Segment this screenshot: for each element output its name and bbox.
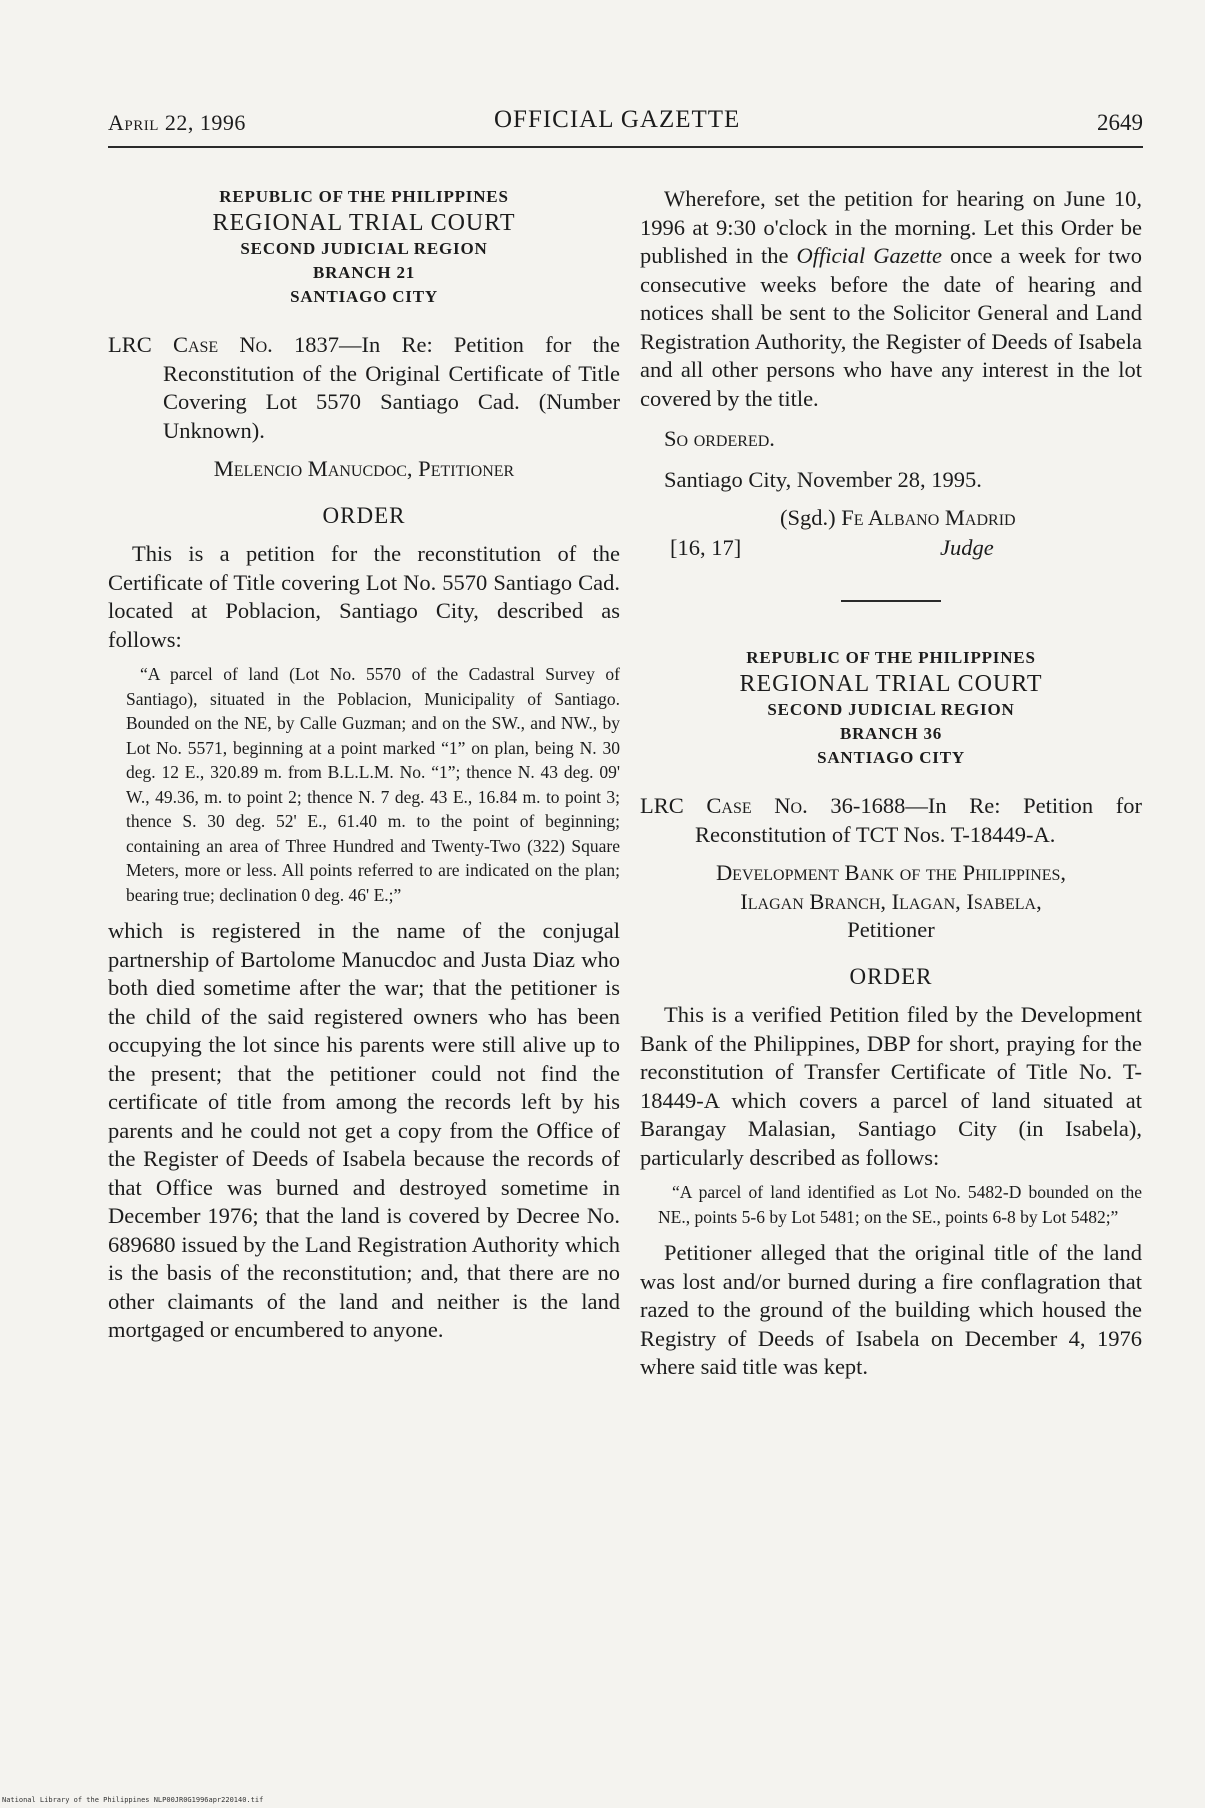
- order-heading: ORDER: [322, 502, 406, 528]
- republic-line: REPUBLIC OF THE PHILIPPINES: [219, 187, 509, 206]
- land-description-quote: “A parcel of land (Lot No. 5570 of the Cadastral Survey of Santiago), situated in the Poblacion, Municipality of Santiago. Bounded on the NE, by Calle Guzman; and on the SW., and NW., by Lot No. 5571, beginning at a point marked “1” on plan, being N. 30 deg. 12 E., 320.89 m. from B.L.L.M. No. “1”; thence N. 43 deg. 09' W., 49.36, m. to point 2; thence N. 7 deg. 43 E., 16.84 m. to point 3; thence S. 30 deg. 52' E., 61.40 m. to the point of beginning; containing an area of Three Hundred and Twenty-Two (322) Square Meters, more or less. All points referred to are indicated on the plan; bearing true; declination 0 deg. 46' E.;”: [126, 664, 620, 905]
- case-description-2: —In Re: Petition for Reconstitution of TCT Nos. T-18449-A.: [695, 793, 1142, 847]
- judge-title: Judge: [940, 535, 994, 560]
- region-line-2: SECOND JUDICIAL REGION: [767, 700, 1015, 719]
- petitioner-2-line1: Development Bank of the Philippines,: [715, 860, 1067, 885]
- section-divider: [841, 600, 941, 602]
- wherefore-text-b: once a week for two consecutive weeks before the date of hearing and notices shall be sent to the Solicitor General and Land Registration Authority, the Register of Deeds of Isabela and all other persons who have any interest in the lot covered by the title.: [640, 243, 1142, 411]
- running-head: [108, 106, 1143, 148]
- gazette-name-italic: Official Gazette: [796, 243, 943, 268]
- judge-name: Fe Albano Madrid: [841, 505, 1016, 530]
- alleged-loss-paragraph: Petitioner alleged that the original title of the land was lost and/or burned during a fire conflagration that razed to the ground of the building which housed the Registry of Deeds of Isabela on December 4, 1976 where said title was kept.: [640, 1240, 1142, 1379]
- dbp-petition-paragraph: This is a verified Petition filed by the Development Bank of the Philippines, DBP for short, praying for the reconstitution of Transfer Certificate of Title No. T-18449-A which covers a parcel of land situated at Barangay Malasian, Santiago City (in Isabela), particularly described as follows:: [640, 1002, 1142, 1170]
- case-number: LRC Case No. 1837: [108, 332, 340, 357]
- court-heading: [108, 185, 620, 309]
- allegations-paragraph: which is registered in the name of the conjugal partnership of Bartolome Manucdoc and Justa Diaz who both died sometime after the war; that the petitioner is the child of the said registered owners who has been occupying the lot since his parents were still alive up to the present; that the petitioner could not find the certificate of title from among the records left by his parents and he could not get a copy from the Office of the Register of Deeds of Isabela because the records of that Office was burned and destroyed sometime in December 1976; that the land is covered by Decree No. 689680 issued by the Land Registration Authority which is the basis of the reconstitution; and, that there are no other claimants of the land and neither is the land mortgaged or encumbered to anyone.: [108, 918, 620, 1342]
- wherefore-text-a: Wherefore, set the petition for hearing on June 10, 1996 at 9:30 o'clock in the morning. Let this Order be published in the: [640, 186, 1142, 268]
- petitioner-block-2: [640, 859, 1142, 945]
- signature-block: [640, 504, 1142, 566]
- lot-description-quote: “A parcel of land identified as Lot No. 5482-D bounded on the NE., points 5-6 by Lot 5481; on the SE., points 6-8 by Lot 5482;”: [658, 1182, 1142, 1227]
- petitioner-line: Melencio Manucdoc, Petitioner: [213, 456, 515, 481]
- page-number: 2649: [1097, 110, 1143, 135]
- republic-line-2: REPUBLIC OF THE PHILIPPINES: [746, 648, 1036, 667]
- sgd-prefix: (Sgd.): [780, 505, 842, 530]
- case-title: [108, 331, 620, 445]
- court-heading-2: [640, 646, 1142, 770]
- city-line-2: SANTIAGO CITY: [817, 748, 965, 767]
- region-line: SECOND JUDICIAL REGION: [240, 239, 488, 258]
- case-number-2: LRC Case No. 36-1688: [640, 793, 906, 818]
- petition-paragraph: This is a petition for the reconstitution of the Certificate of Title covering Lot No. 5570 Santiago Cad. located at Poblacion, Santiago City, described as follows:: [108, 541, 620, 652]
- case-description: —In Re: Petition for the Reconstitution of the Original Certificate of Title Covering Lot 5570 Santiago Cad. (Number Unknown).: [163, 332, 621, 443]
- city-line: SANTIAGO CITY: [290, 287, 438, 306]
- court-name-2: REGIONAL TRIAL COURT: [739, 671, 1043, 697]
- wherefore-paragraph: [640, 185, 1142, 413]
- signature-line: [780, 504, 1016, 533]
- court-name: REGIONAL TRIAL COURT: [212, 210, 516, 236]
- publication-title: OFFICIAL GAZETTE: [494, 106, 741, 133]
- scan-footer: National Library of the Philippines NLP00JR0G1996apr220140.tif: [2, 1796, 264, 1804]
- issue-date: April 22, 1996: [108, 110, 246, 135]
- branch-line: BRANCH 21: [312, 263, 416, 282]
- order-date: Santiago City, November 28, 1995.: [664, 466, 982, 492]
- reference-numbers: [16, 17]: [670, 535, 742, 560]
- so-ordered: So ordered.: [664, 426, 775, 451]
- branch-line-2: BRANCH 36: [839, 724, 943, 743]
- order-heading-2: ORDER: [849, 963, 933, 989]
- right-column: [640, 185, 1142, 1382]
- petitioner-2-line3: Petitioner: [847, 917, 935, 942]
- case-title-2: [640, 792, 1142, 849]
- petitioner-2-line2: Ilagan Branch, Ilagan, Isabela,: [740, 888, 1042, 914]
- left-column: [108, 185, 620, 1345]
